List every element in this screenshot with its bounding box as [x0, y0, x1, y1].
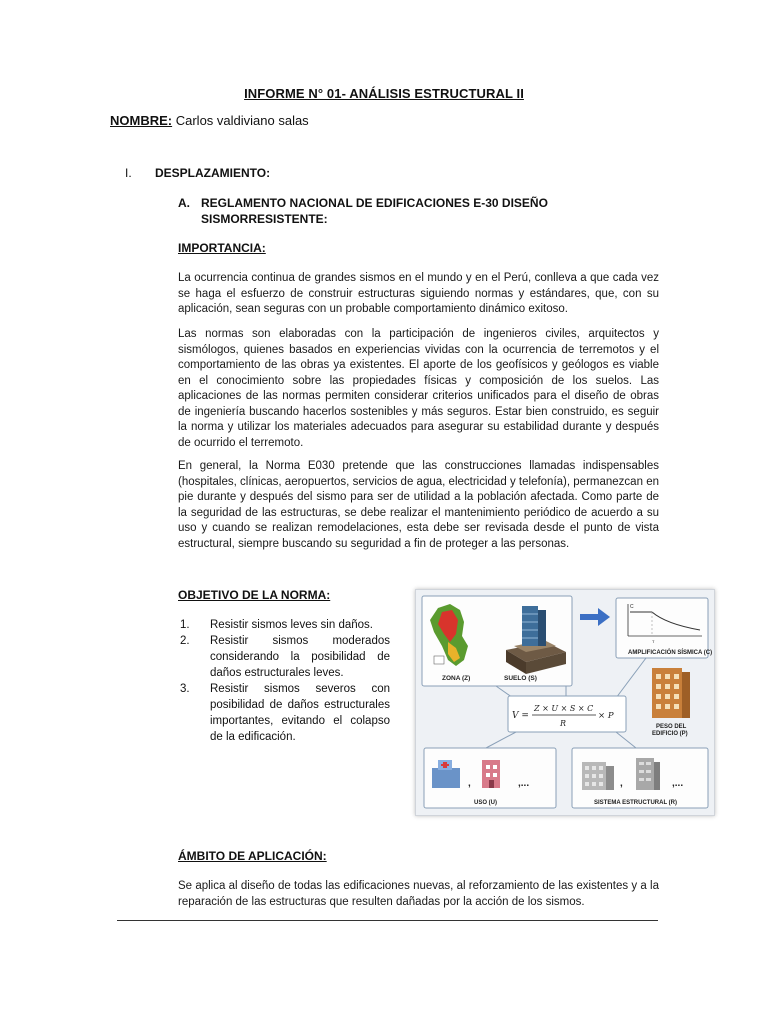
section-numeral: I. [125, 166, 132, 180]
sistema-comma: , [620, 778, 623, 789]
peso-label-line1: PESO DEL [656, 724, 687, 730]
formula-denominator: R [560, 719, 567, 728]
list-item-number: 3. [180, 683, 190, 695]
subsection-heading [178, 195, 548, 227]
uso-comma: , [468, 778, 471, 789]
amplificacion-label: AMPLIFICACIÓN SÍSMICA (C) [628, 650, 713, 656]
uso-label: USO (U) [474, 800, 497, 806]
spectrum-t-label: T [652, 639, 655, 644]
ambito-paragraph: Se aplica al diseño de todas las edificaciones nuevas, al reforzamiento de las existentes y a la reparación de las estructuras que resulten dañadas por la acción de los sismos. [178, 880, 659, 908]
importancia-paragraph: En general, la Norma E030 pretende que las construcciones llamadas indispensables (hospitales, clínicas, aeropuertos, servicios de agua, electricidad y telefonía), permanezcan en pie durante y después del sismo para ser de utilidad a la población afectada. Como parte de la seguridad de las estructuras, se debe realizar el mantenimiento periódico de acuerdo a su uso y cuando se realizan remodelaciones, esta debe ser revisada desde el punto de vista estructural, siempre buscando su seguridad a fin de proteger a las personas. [178, 460, 659, 550]
list-item-text: Resistir sismos severos con posibilidad de daños estructurales importantes, evitando el colapso de la edificación. [210, 683, 390, 743]
objetivo-heading: OBJETIVO DE LA NORMA: [178, 588, 331, 602]
list-item-number: 2. [180, 635, 190, 647]
zona-label: ZONA (Z) [442, 675, 471, 682]
subsection-title-line1: REGLAMENTO NACIONAL DE EDIFICACIONES E-30 DISEÑO [201, 196, 548, 210]
school-building-icon [482, 760, 500, 788]
footer-divider [117, 920, 658, 921]
frame-structure-icon [582, 762, 614, 790]
suelo-label: SUELO (S) [504, 675, 537, 682]
importancia-paragraph: La ocurrencia continua de grandes sismos en el mundo y en el Perú, conlleva a que cada vez se haga el esfuerzo de construir estructuras siguiendo normas y estándares, que, con su aplicación, sean seguras con un probable comportamiento dinámico exitoso. [178, 272, 659, 315]
uso-ellipsis: ,... [518, 778, 530, 789]
author-name: Carlos valdiviano salas [175, 113, 309, 128]
formula-p: × P [598, 711, 614, 721]
list-item [180, 633, 390, 681]
wall-structure-icon [636, 758, 660, 790]
list-item-text: Resistir sismos leves sin daños. [210, 619, 373, 631]
list-item [180, 617, 390, 633]
spectrum-c-label: C [630, 604, 634, 610]
formula-numerator: Z × U × S × C [534, 704, 594, 713]
author-label: NOMBRE: [110, 113, 173, 128]
subsection-title-line2: SISMORRESISTENTE: [201, 212, 328, 226]
seismic-formula-figure [415, 589, 715, 816]
importancia-heading: IMPORTANCIA: [178, 241, 266, 255]
ambito-heading: ÁMBITO DE APLICACIÓN: [178, 849, 327, 863]
formula-v: V = [512, 711, 529, 721]
sistema-label: SISTEMA ESTRUCTURAL (R) [594, 800, 677, 806]
building-weight-icon [652, 668, 690, 718]
subsection-letter: A. [178, 196, 190, 210]
section-title: DESPLAZAMIENTO: [155, 166, 271, 180]
objetivo-list [180, 617, 390, 745]
document-title: INFORME N° 01- ANÁLISIS ESTRUCTURAL II [244, 86, 524, 101]
sistema-ellipsis: ,... [672, 778, 684, 789]
list-item [180, 681, 390, 745]
author-line [110, 113, 309, 128]
peso-label-line2: EDIFICIO (P) [652, 731, 688, 737]
importancia-paragraph: Las normas son elaboradas con la participación de ingenieros civiles, arquitectos y sismólogos, quienes basados en experiencias vividas con la ocurrencia de terremotos y el comportamiento de las obras ya existentes. El aporte de los geofísicos y geólogos es viable en el conocimiento sobre las propiedades físicas y composición de los suelos. Las aplicaciones de las normas permiten considerar criterios unificados para el diseño de obras de ingeniería buscando hacerlos sostenibles y más seguros. Estar bien construido, es seguir la norma y utilizar los materiales adecuados para asegurar su estabilidad durante y después de ocurrido el terremoto. [178, 328, 659, 449]
list-item-number: 1. [180, 619, 190, 631]
list-item-text: Resistir sismos moderados considerando la posibilidad de daños estructurales leves. [210, 635, 390, 679]
